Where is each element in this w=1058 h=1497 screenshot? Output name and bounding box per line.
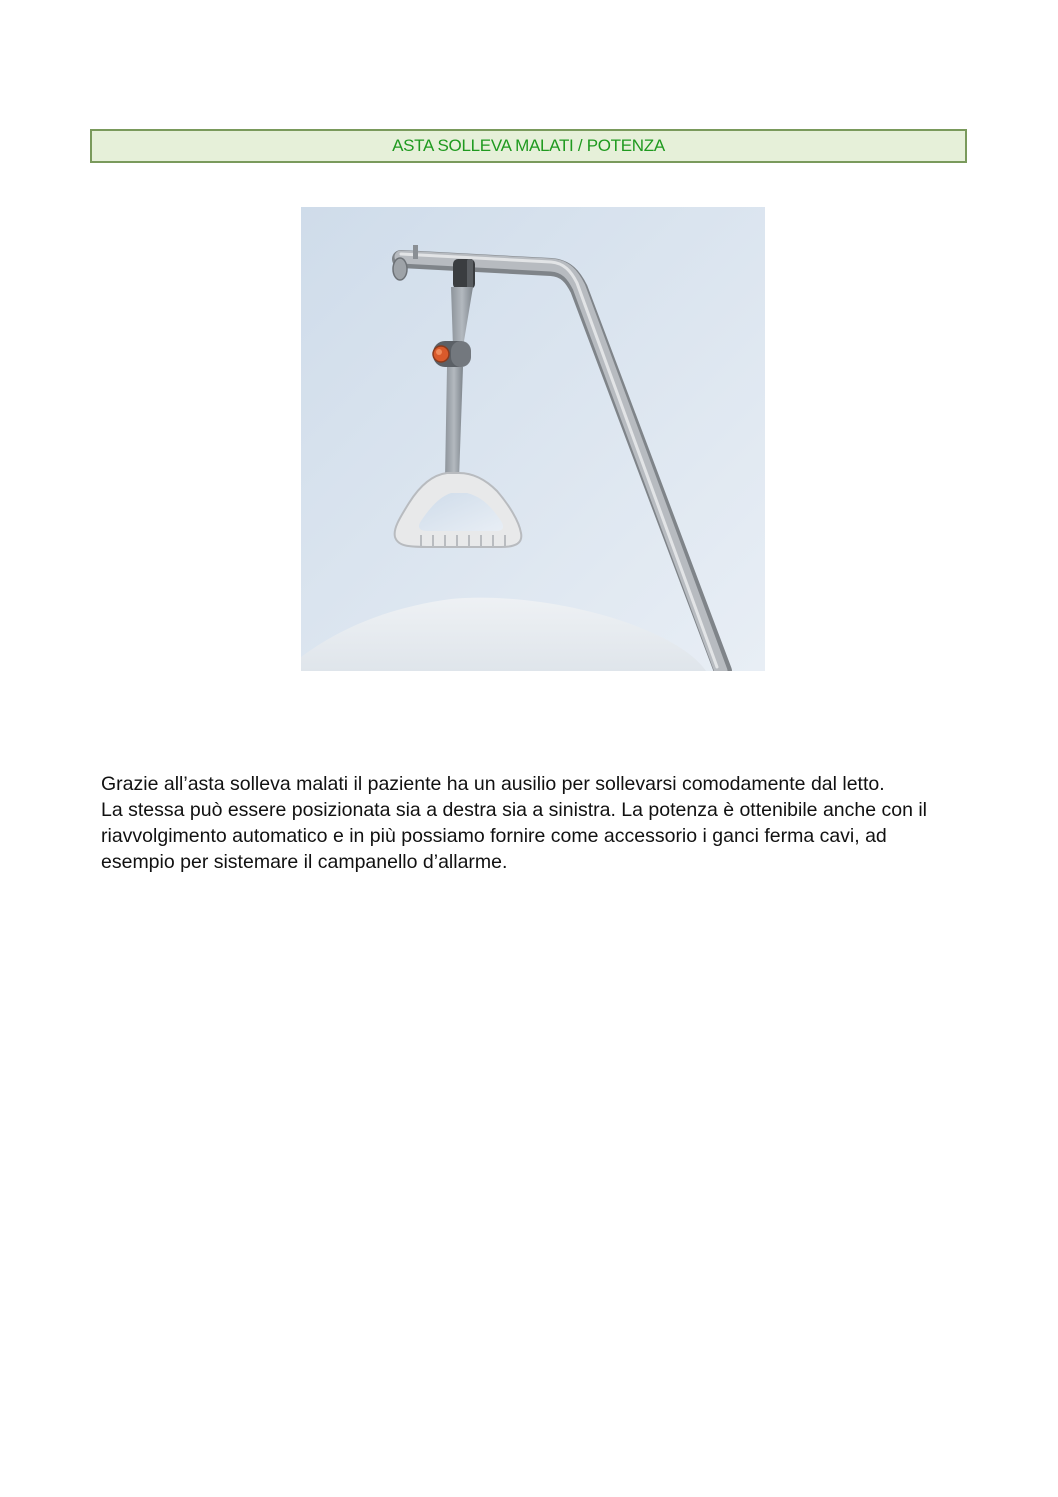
- pole-end-cap: [393, 258, 407, 280]
- pole-pin: [413, 245, 418, 259]
- product-photo: [301, 207, 765, 671]
- page-title: ASTA SOLLEVA MALATI / POTENZA: [392, 136, 665, 155]
- title-box: [90, 129, 967, 163]
- description-paragraph-1: Grazie all’asta solleva malati il paziente ha un ausilio per sollevarsi comodamente dal letto.: [101, 773, 885, 795]
- description-paragraph-2: La stessa può essere posizionata sia a destra sia a sinistra. La potenza è ottenibile anche con il riavvolgimento automatico e in più possiamo fornire come accessorio i ganci ferma cavi, ad esempio per sistemare il campanello d’allarme.: [101, 799, 928, 873]
- lifting-pole-illustration: [301, 207, 765, 671]
- description: [101, 771, 961, 875]
